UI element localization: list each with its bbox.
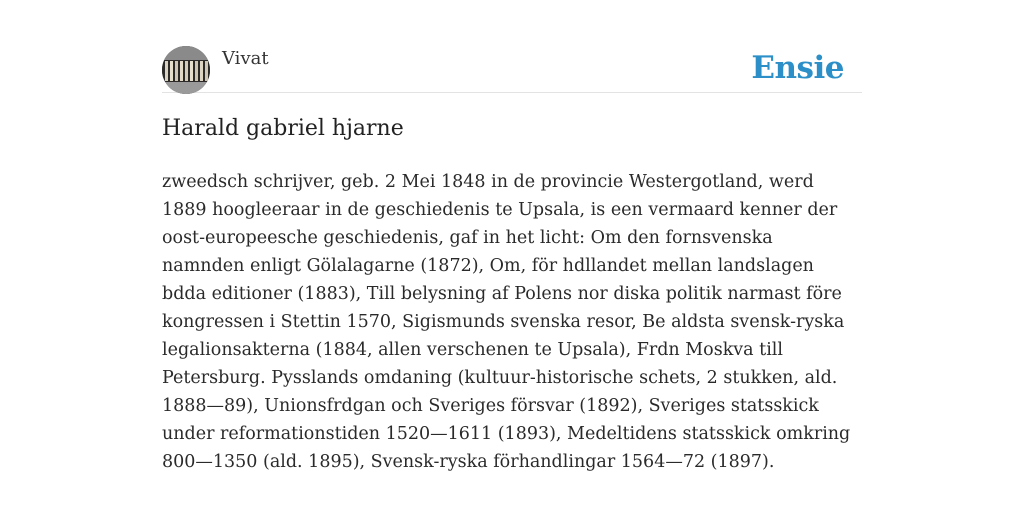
page-title: Harald gabriel hjarne [162,116,404,141]
brand-logo[interactable]: Ensie [751,50,844,86]
source-name[interactable]: Vivat [222,48,269,69]
avatar[interactable] [162,46,210,94]
book-spines-icon [162,46,210,94]
header [162,46,862,93]
article-body: zweedsch schrijver, geb. 2 Mei 1848 in de provincie Westergotland, werd 1889 hoogleeraar in de geschiedenis te Upsala, is een vermaard kenner der oost-europeesche geschiedenis, gaf in het licht: Om den fornsvenska namnden enligt Gölalagarne (1872), Om, för hdllandet mellan landslagen bdda editioner (1883), Till belysning af Polens nor diska politik narmast före kongressen i Stettin 1570, Sigismunds svenska resor, Be aldsta svensk-ryska legalionsakterna (1884, allen verschenen te Upsala), Frdn Moskva till Petersburg. Pysslands omdaning (kultuur-historische schets, 2 stukken, ald. 1888—89), Unionsfrdgan och Sveriges försvar (1892), Sveriges statsskick under reformationstiden 1520—1611 (1893), Medeltidens statsskick omkring 800—1350 (ald. 1895), Svensk-ryska förhandlingar 1564—72 (1897). [162,172,851,472]
